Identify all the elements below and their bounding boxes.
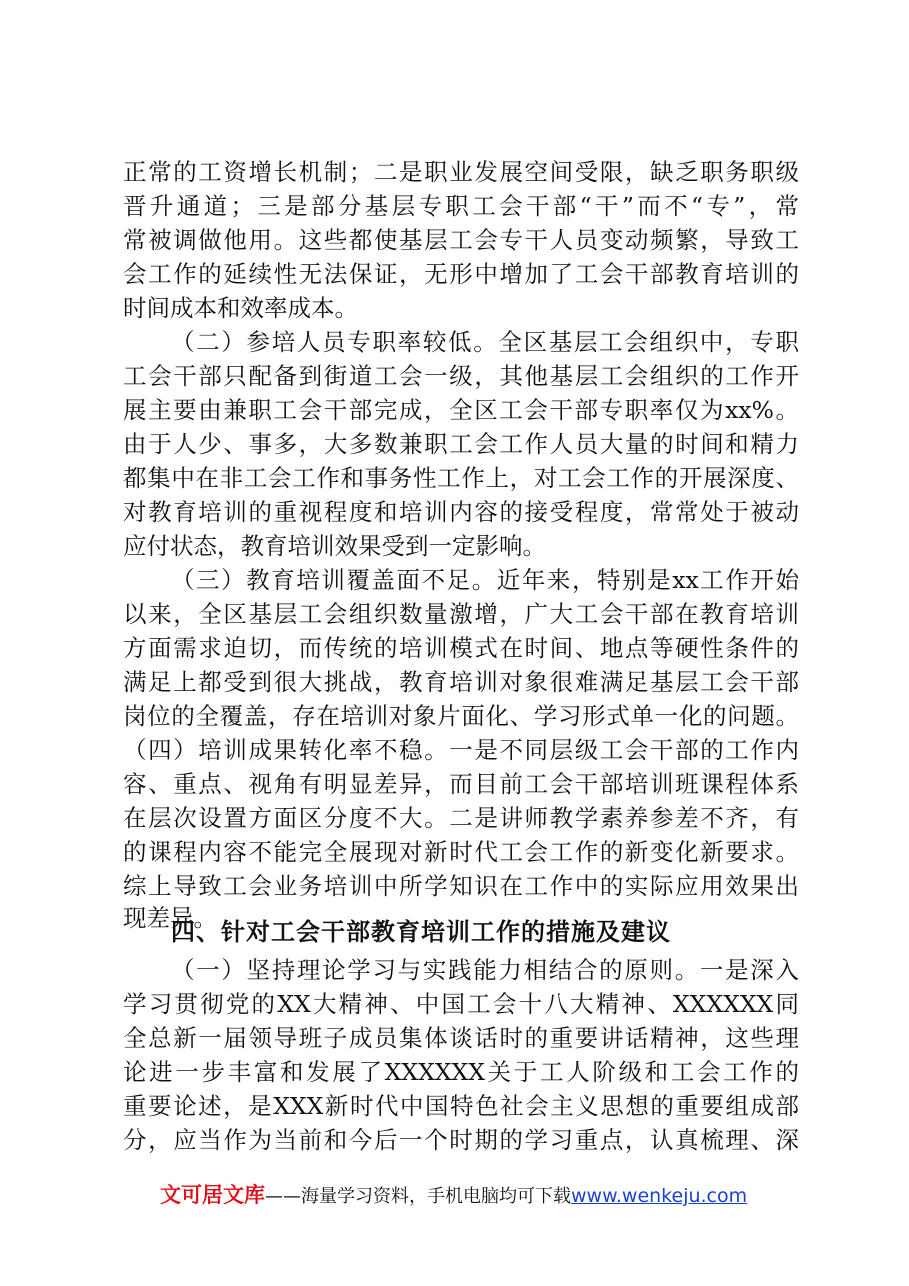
text-line: 的课程内容不能完全展现对新时代工会工作的新变化新要求。 [123,838,799,866]
footer-brand: 文可居文库 [160,1183,265,1207]
text-line: 工会干部只配备到街道工会一级，其他基层工会组织的工作开 [123,362,799,390]
text-line: 学习贯彻党的XX大精神、中国工会十八大精神、XXXXXX同 [123,990,799,1018]
text-line: （二）参培人员专职率较低。全区基层工会组织中，专职 [171,328,799,356]
text-line: 重要论述，是XXX新时代中国特色社会主义思想的重要组成部 [123,1092,799,1120]
text-line: 常被调做他用。这些都使基层工会专干人员变动频繁，导致工 [123,226,799,254]
text-line: 晋升通道；三是部分基层专职工会干部“干”而不“专”，常 [123,192,799,220]
text-line: （四）培训成果转化率不稳。一是不同层级工会干部的工作内 [123,736,799,764]
text-line: 对教育培训的重视程度和培训内容的接受程度，常常处于被动 [123,498,799,526]
text-line: 全总新一届领导班子成员集体谈话时的重要讲话精神，这些理 [123,1024,799,1052]
text-line: 正常的工资增长机制；二是职业发展空间受限，缺乏职务职级 [123,158,799,186]
text-line: 现差异。 [123,904,217,932]
text-line: 由于人少、事多，大多数兼职工会工作人员大量的时间和精力 [123,430,799,458]
text-line: 分，应当作为当前和今后一个时期的学习重点，认真梳理、深 [123,1126,799,1154]
text-line: 应付状态，教育培训效果受到一定影响。 [123,532,546,560]
text-line: 方面需求迫切，而传统的培训模式在时间、地点等硬性条件的 [123,634,799,662]
text-line: 时间成本和效率成本。 [123,294,358,322]
text-line: 综上导致工会业务培训中所学知识在工作中的实际应用效果出 [123,872,799,900]
text-line: 都集中在非工会工作和事务性工作上，对工会工作的开展深度、 [123,464,799,492]
section-heading: 四、针对工会干部教育培训工作的措施及建议 [171,918,671,946]
text-line: 会工作的延续性无法保证，无形中增加了工会干部教育培训的 [123,260,799,288]
text-line: 容、重点、视角有明显差异，而目前工会干部培训班课程体系 [123,770,799,798]
page-footer [160,1178,747,1212]
footer-link[interactable]: www.wenkeju.com [571,1185,748,1207]
text-line: 在层次设置方面区分度不大。二是讲师教学素养参差不齐，有 [123,804,799,832]
text-line: 满足上都受到很大挑战，教育培训对象很难满足基层工会干部 [123,668,799,696]
footer-tagline: ——海量学习资料，手机电脑均可下载 [265,1186,571,1207]
text-line: （一）坚持理论学习与实践能力相结合的原则。一是深入 [171,956,799,984]
text-line: 论进一步丰富和发展了XXXXXX关于工人阶级和工会工作的 [123,1058,799,1086]
text-line: 展主要由兼职工会干部完成，全区工会干部专职率仅为xx%。 [123,396,799,424]
text-line: （三）教育培训覆盖面不足。近年来，特别是xx工作开始 [171,566,799,594]
text-line: 岗位的全覆盖，存在培训对象片面化、学习形式单一化的问题。 [123,702,799,730]
text-line: 以来，全区基层工会组织数量激增，广大工会干部在教育培训 [123,600,799,628]
